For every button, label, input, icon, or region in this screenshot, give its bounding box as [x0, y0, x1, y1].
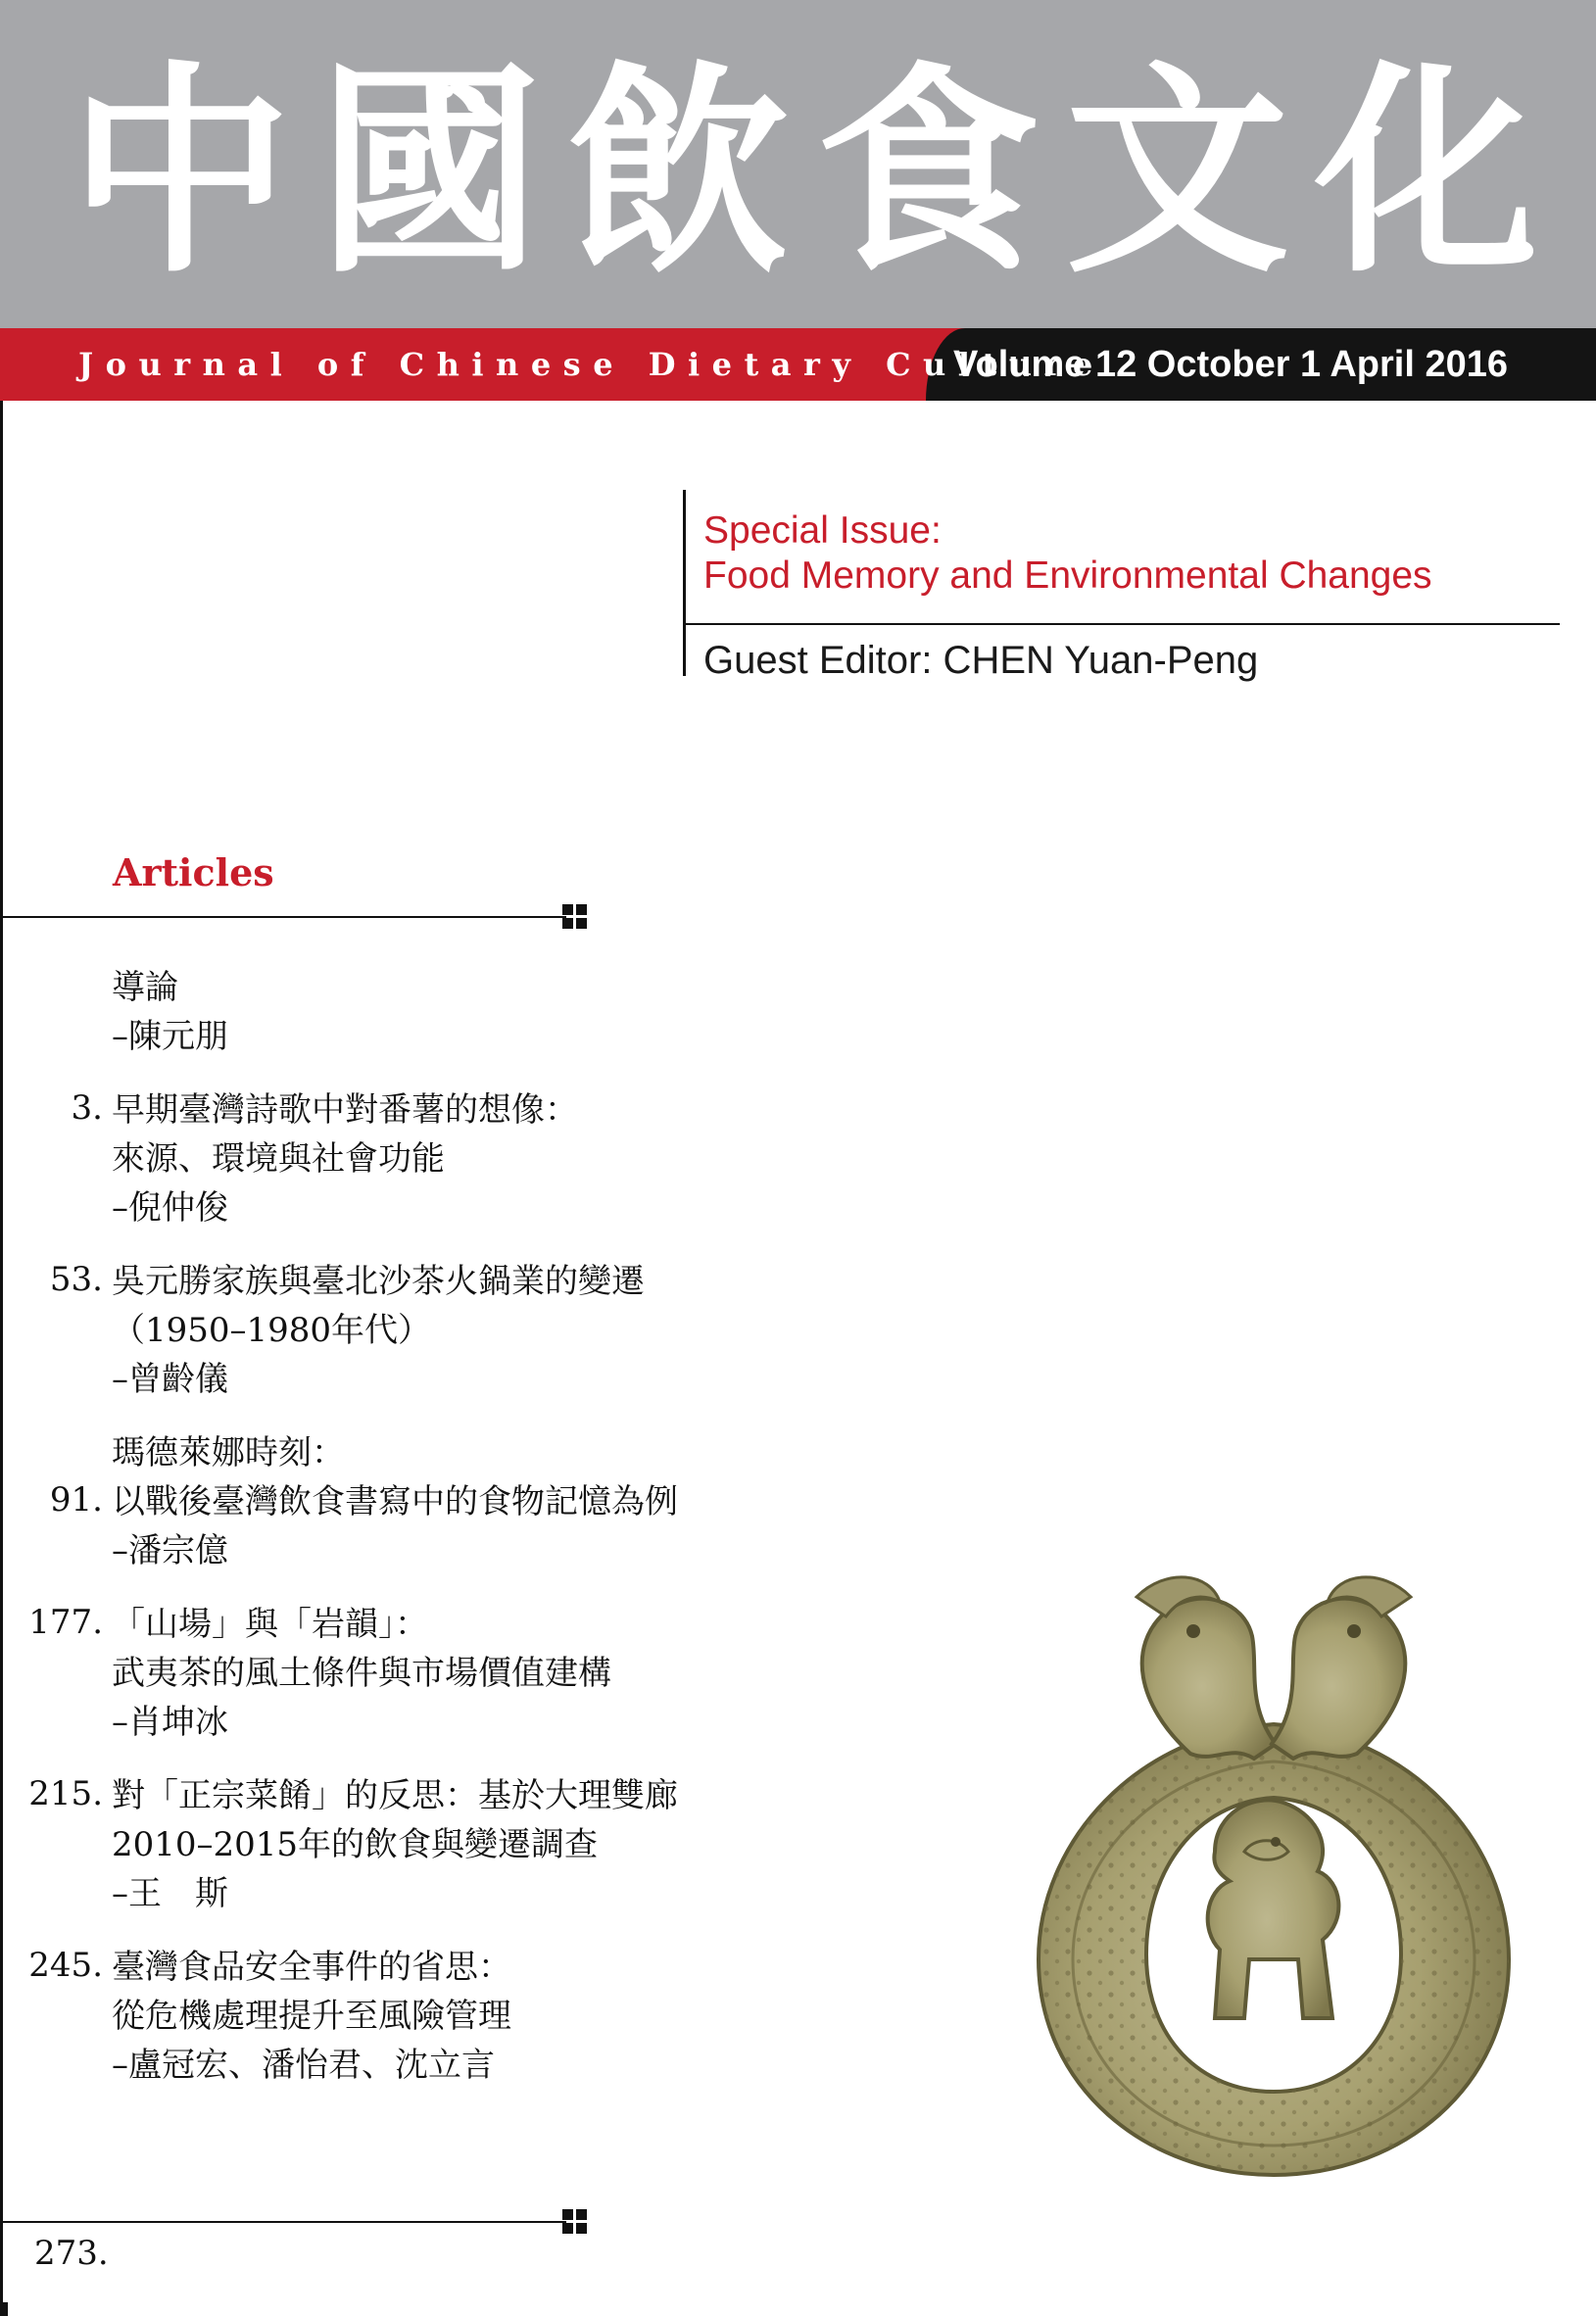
toc-page-number: 215.	[28, 1774, 103, 1813]
toc-title-line: 從危機處理提升至風險管理	[112, 1997, 511, 2036]
toc-author: –倪仲俊	[112, 1188, 228, 1228]
title-char: 食	[816, 40, 1040, 303]
journal-band	[0, 328, 1596, 401]
toc-page-number: 177.	[28, 1603, 103, 1642]
title-char: 化	[1314, 40, 1538, 303]
title-char: 飲	[566, 40, 791, 303]
title-char: 文	[1065, 40, 1289, 303]
inner-beast	[1208, 1800, 1339, 2018]
title-char: 國	[317, 40, 542, 303]
toc-title-line: 2010–2015年的飲食與變遷調查	[112, 1825, 599, 1864]
toc-title-line: 以戰後臺灣飲食書寫中的食物記憶為例	[112, 1482, 678, 1521]
special-issue-horizontal-rule	[683, 623, 1560, 625]
toc-page-number: 3.	[71, 1088, 103, 1128]
special-issue-label: Special Issue:	[703, 509, 942, 552]
rule-ornament-icon	[562, 2209, 588, 2235]
end-page-number: 273.	[34, 2234, 109, 2273]
left-margin-rule	[0, 401, 3, 2316]
toc-author: –王 斯	[112, 1874, 228, 1913]
masthead	[0, 0, 1596, 328]
toc-title-line: 臺灣食品安全事件的省思：	[112, 1948, 511, 1987]
toc-author: –陳元朋	[112, 1017, 228, 1056]
toc-title-line: 對「正宗菜餚」的反思：基於大理雙廊	[112, 1776, 678, 1815]
rule-ornament-icon	[562, 904, 588, 930]
toc-author: –潘宗億	[112, 1531, 228, 1570]
toc-page-number: 53.	[49, 1260, 103, 1299]
journal-title-chinese	[39, 20, 1568, 323]
toc-title-line: （1950–1980年代）	[112, 1311, 432, 1350]
special-issue-vertical-rule	[683, 490, 686, 676]
title-char: 中	[69, 40, 292, 303]
toc-title-line: 早期臺灣詩歌中對番薯的想像：	[112, 1090, 578, 1130]
special-issue-title: Food Memory and Environmental Changes	[703, 555, 1432, 597]
toc-author: –肖坤冰	[112, 1703, 228, 1742]
volume-info: Volume 12 October 1 April 2016	[953, 344, 1508, 385]
toc-title-line: 吳元勝家族與臺北沙茶火鍋業的變遷	[112, 1262, 645, 1301]
articles-heading: Articles	[113, 850, 274, 894]
articles-top-rule	[0, 916, 566, 918]
journal-name-english: Journal of Chinese Dietary Culture	[78, 346, 1105, 383]
toc-author: –盧冠宏、潘怡君、沈立言	[112, 2046, 495, 2085]
toc-page-number: 245.	[28, 1946, 103, 1985]
guest-editor: Guest Editor: CHEN Yuan-Peng	[703, 639, 1259, 682]
articles-bottom-rule	[0, 2221, 566, 2223]
toc-author: –曾齡儀	[112, 1360, 228, 1399]
page-edge-mark	[0, 2302, 8, 2316]
toc-page-number: 91.	[49, 1480, 103, 1520]
jade-pendant-illustration	[1019, 1558, 1528, 2185]
special-issue-heading	[703, 508, 1432, 599]
toc-title-line: 導論	[112, 968, 178, 1007]
toc-title-line: 來源、環境與社會功能	[112, 1139, 445, 1179]
toc-title-line: 「山場」與「岩韻」：	[112, 1605, 428, 1644]
toc-title-line: 武夷茶的風土條件與市場價值建構	[112, 1654, 611, 1693]
toc-title-line: 瑪德萊娜時刻：	[112, 1433, 345, 1472]
